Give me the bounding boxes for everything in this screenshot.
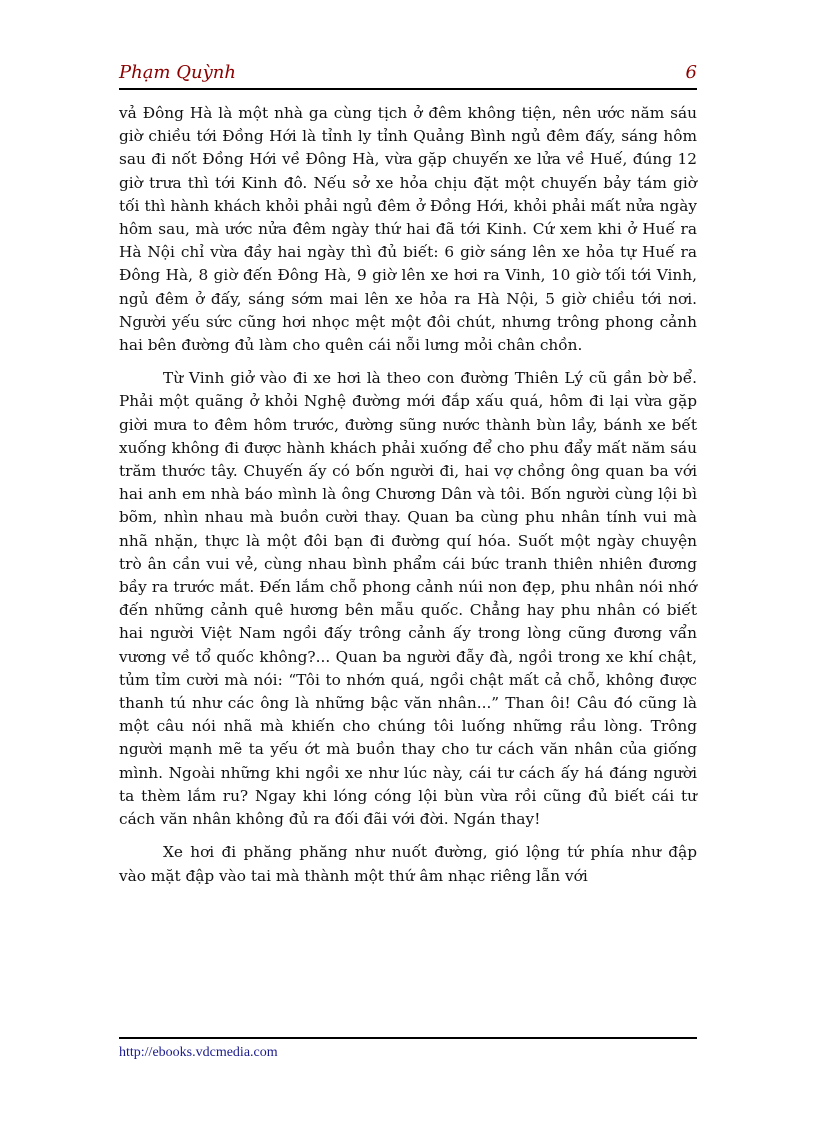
body-text: [119, 102, 697, 898]
footer-link[interactable]: http://ebooks.vdcmedia.com: [119, 1045, 278, 1060]
paragraph-3: Xe hơi đi phăng phăng như nuốt đường, gió lộng tứ phía như đập vào mặt đập vào tai mà thành một thứ âm nhạc riêng lẫn với: [119, 843, 697, 885]
footer-rule: [119, 1037, 697, 1039]
paragraph-2: Từ Vinh giở vào đi xe hơi là theo con đường Thiên Lý cũ gần bờ bể. Phải một quãng ở khỏi Nghệ đường mới đắp xấu quá, hôm đi lại vừa gặp giời mưa to đêm hôm trước, đường sũng nước thành bùn lầy, bánh xe bết xuống không đi được hành khách phải xuống để cho phu đẩy mất năm sáu trăm thước tây. Chuyến ấy có bốn người đi, hai vợ chồng ông quan ba với hai anh em nhà báo mình là ông Chương Dân và tôi. Bốn người cùng lội bì bõm, nhìn nhau mà buồn cười thay. Quan ba cùng phu nhân tính vui mà nhã nhặn, thực là một đôi bạn đi đường quí hóa. Suốt một ngày chuyện trò ân cần vui vẻ, cùng nhau bình phẩm cái bức tranh thiên nhiên đương bầy ra trước mắt. Đến lắm chỗ phong cảnh núi non đẹp, phu nhân nói nhớ đến những cảnh quê hương bên mẫu quốc. Chẳng hay phu nhân có biết hai người Việt Nam ngồi đấy trông cảnh ấy trong lòng cũng đương vẩn vương về tổ quốc không?... Quan ba người đẫy đà, ngồi trong xe khí chật, tủm tỉm cười mà nói: “Tôi to nhớn quá, ngồi chật mất cả chỗ, không được thanh tú như các ông là những bậc văn nhân...” Than ôi! Câu đó cũng là một câu nói nhã mà khiến cho chúng tôi luống những rầu lòng. Trông người mạnh mẽ ta yếu ớt mà buồn thay cho tư cách văn nhân của giống mình. Ngoài những khi ngồi xe như lúc này, cái tư cách ấy há đáng người ta thèm lắm ru? Ngay khi lóng cóng lội bùn vừa rồi cũng đủ biết cái tư cách văn nhân không đủ ra đối đãi với đời. Ngán thay!: [119, 369, 697, 829]
page-number: 6: [685, 62, 697, 83]
header-author: Phạm Quỳnh: [119, 62, 236, 83]
paragraph-1: vả Đông Hà là một nhà ga cùng tịch ở đêm không tiện, nên ước năm sáu giờ chiều tới Đồng Hới là tỉnh ly tỉnh Quảng Bình ngủ đêm đấy, sáng hôm sau đi nốt Đồng Hới về Đông Hà, vừa gặp chuyến xe lửa về Huế, đúng 12 giờ trưa thì tới Kinh đô. Nếu sở xe hỏa chịu đặt một chuyến bảy tám giờ tối thì hành khách khỏi phải ngủ đêm ở Đồng Hới, khỏi phải mất nửa ngày hôm sau, mà ước nửa đêm ngày thứ hai đã tới Kinh. Cứ xem khi ở Huế ra Hà Nội chỉ vừa đầy hai ngày thì đủ biết: 6 giờ sáng lên xe hỏa tự Huế ra Đông Hà, 8 giờ đến Đông Hà, 9 giờ lên xe hơi ra Vinh, 10 giờ tối tới Vinh, ngủ đêm ở đấy, sáng sớm mai lên xe hỏa ra Hà Nội, 5 giờ chiều tới nơi. Người yếu sức cũng hơi nhọc mệt một đôi chút, nhưng trông phong cảnh hai bên đường đủ làm cho quên cái nỗi lưng mỏi chân chồn.: [119, 104, 697, 355]
header-rule: [119, 88, 697, 90]
page-header: [119, 60, 697, 88]
